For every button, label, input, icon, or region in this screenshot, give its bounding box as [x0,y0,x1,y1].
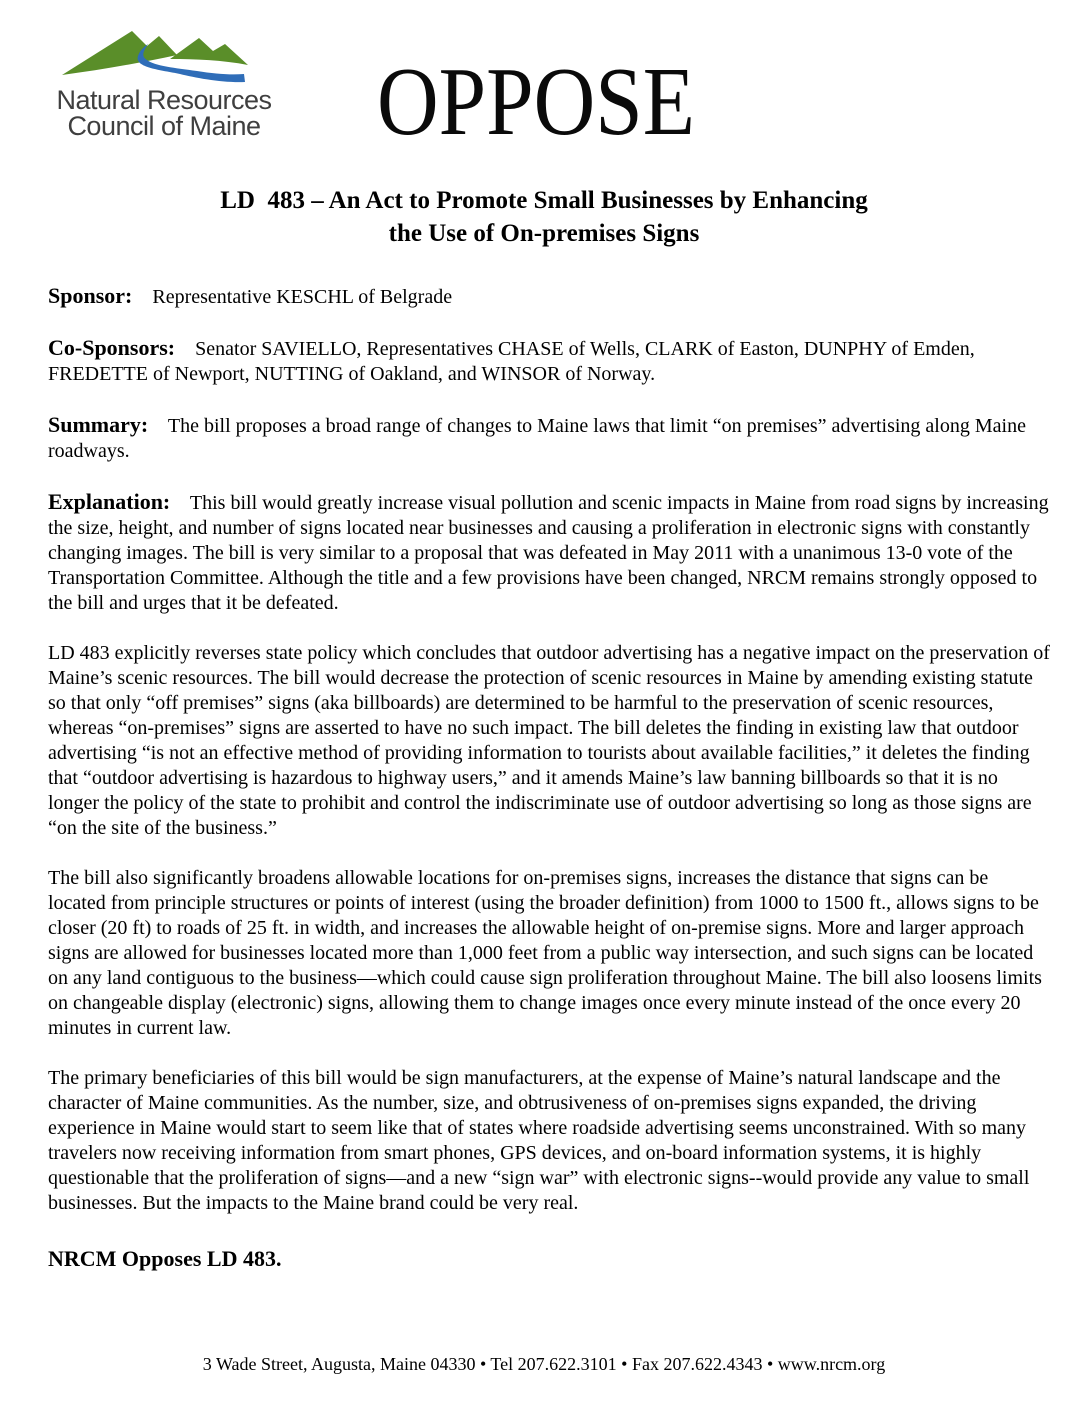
cosponsors-value: Senator SAVIELLO, Representatives CHASE of Wells, CLARK of Easton, DUNPHY of Emden, FREDETTE of Newport, NUTTING of Oakland, and WINSOR of Norway. [48,338,975,385]
cosponsors-field [48,335,1050,387]
body-paragraph-sign-locations: The bill also significantly broadens allowable locations for on-premises signs, increases the distance that signs can be located from principle structures or points of interest (using the broader definition) from 1000 to 1500 ft., allows signs to be closer (20 ft) to roads of 25 ft. in width, and increases the allowable height of on-premise signs. More and larger approach signs are allowed for businesses located more than 1,000 feet from a public way intersection, and such signs can be located on any land contiguous to the business—which could cause sign proliferation throughout Maine. The bill also loosens limits on changeable display (electronic) signs, allowing them to change images once every minute instead of the once every 20 minutes in current law. [48,867,1042,1039]
logo-org-line1: Natural Resources [56,85,272,115]
cosponsors-label: Co-Sponsors: [48,335,176,360]
mountain-ridge-right-icon [170,38,248,65]
summary-field [48,412,1050,464]
explanation-value: This bill would greatly increase visual pollution and scenic impacts in Maine from road signs by increasing the size, height, and number of signs located near businesses and causing a proliferation in electronic signs with constantly changing images. The bill is very similar to a proposal that was defeated in May 2011 with a unanimous 13-0 vote of the Transportation Committee. Although the title and a few provisions have been changed, NRCM remains strongly opposed to the bill and urges that it be defeated. [48,492,1049,614]
explanation-label: Explanation: [48,489,171,514]
body-paragraph-policy-reversal: LD 483 explicitly reverses state policy which concludes that outdoor advertising has a negative impact on the preservation of Maine’s scenic resources. The bill would decrease the protection of scenic resources in Maine by amending existing statute so that only “off premises” signs (aka billboards) are determined to be harmful to the preservation of scenic resources, whereas “on-premises” signs are asserted to have no such impact. The bill deletes the finding in existing law that outdoor advertising “is not an effective method of providing information to tourists about available facilities,” it deletes the finding that “outdoor advertising is hazardous to highway users,” and it amends Maine’s law banning billboards so that it is no longer the policy of the state to prohibit and control the indiscriminate use of outdoor advertising so long as those signs are “on the site of the business.” [48,642,1050,839]
mountains-river-icon [48,25,280,85]
body-paragraph-beneficiaries: The primary beneficiaries of this bill would be sign manufacturers, at the expense of Maine’s natural landscape and the character of Maine communities. As the number, size, and obtrusiveness of on-premises signs expanded, the driving experience in Maine would start to seem like that of states where roadside advertising seems unconstrained. With so many travelers now receiving information from smart phones, GPS devices, and on-board information systems, it is highly questionable that the proliferation of signs—and a new “sign war” with electronic signs--would provide any value to small businesses. But the impacts to the Maine brand could be very real. [48,1067,1030,1214]
sponsor-value: Representative KESCHL of Belgrade [152,286,453,308]
conclusion-statement: NRCM Opposes LD 483. [48,1246,282,1271]
explanation-field [48,489,1050,616]
logo-org-line2: Council of Maine [67,111,261,141]
bill-title-line2: the Use of On-premises Signs [388,220,700,247]
summary-value: The bill proposes a broad range of changes to Maine laws that limit “on premises” advertising along Maine roadways. [48,415,1026,462]
bill-title-line1: LD 483 – An Act to Promote Small Businesses by Enhancing [220,187,868,214]
sponsor-label: Sponsor: [48,283,133,308]
sponsor-field [48,283,1050,310]
oppose-heading: OPPOSE [377,48,695,155]
footer-contact: 3 Wade Street, Augusta, Maine 04330 • Tel 207.622.3101 • Fax 207.622.4343 • www.nrcm.org [202,1354,886,1374]
document-body [0,283,1088,1271]
document-header [0,0,1088,155]
summary-label: Summary: [48,412,149,437]
bill-title [40,184,1048,250]
nrcm-logo [48,25,280,139]
logo-org-name [48,87,280,139]
